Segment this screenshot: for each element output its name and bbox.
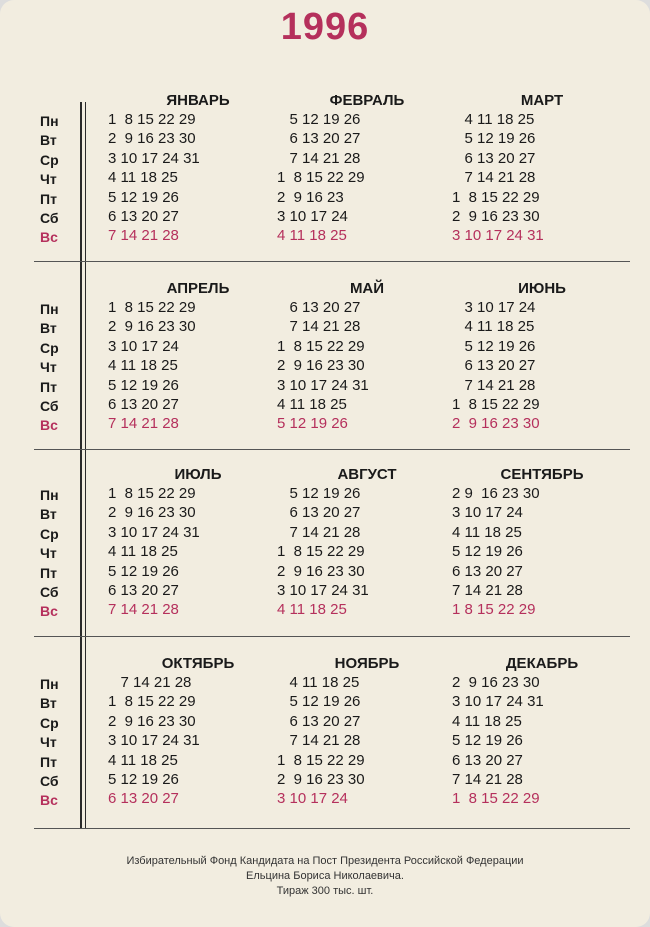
week-row: 7 14 21 28	[277, 318, 361, 336]
horizontal-divider	[34, 449, 630, 450]
week-row: 4 11 18 25	[277, 674, 360, 691]
month-name: НОЯБРЬ	[334, 655, 400, 672]
month-name: ЯНВАРЬ	[166, 92, 230, 109]
week-row: 7 14 21 28	[452, 169, 536, 187]
weekday-label: Сб	[40, 583, 59, 600]
week-row: 3 10 17 24	[452, 299, 536, 316]
week-row: 4 11 18 25	[452, 712, 522, 730]
footer-line: Тираж 300 тыс. шт.	[276, 885, 374, 897]
month-name: МАРТ	[520, 92, 564, 109]
month-name: ИЮНЬ	[518, 280, 566, 297]
week-row: 3 10 17 24	[277, 790, 348, 808]
week-row: 5 12 19 26	[277, 693, 361, 711]
week-row: 3 10 17 24	[108, 337, 179, 355]
week-row: 3 10 17 24 31	[452, 693, 544, 711]
week-row: 2 9 16 23 30	[452, 674, 540, 691]
week-row: 1 8 15 22 29	[277, 751, 365, 769]
weekday-label: Ср	[40, 339, 59, 356]
footer-imprint	[0, 854, 650, 899]
weekday-column	[40, 675, 76, 811]
weekday-label: Вс	[40, 229, 58, 246]
month-block	[277, 654, 457, 809]
month-block	[108, 654, 288, 809]
weekday-label: Сб	[40, 397, 59, 414]
weekday-label: Пт	[40, 753, 57, 770]
weekday-label: Чт	[40, 171, 57, 188]
week-row: 6 13 20 27	[108, 790, 179, 808]
week-row: 1 8 15 22 29	[452, 601, 536, 619]
month-name: ФЕВРАЛЬ	[329, 92, 405, 109]
weekday-column	[40, 486, 76, 622]
week-row: 2 9 16 23 30	[277, 562, 365, 580]
week-row: 3 10 17 24 31	[108, 149, 200, 167]
month-block	[108, 465, 288, 620]
week-row: 1 8 15 22 29	[277, 543, 365, 561]
weekday-label: Ср	[40, 525, 59, 542]
week-row: 7 14 21 28	[108, 674, 192, 691]
week-row: 1 8 15 22 29	[108, 299, 196, 316]
week-row: 1 8 15 22 29	[108, 111, 196, 128]
weekday-label: Вт	[40, 506, 57, 523]
week-row: 3 10 17 24	[452, 504, 523, 522]
month-block	[452, 654, 632, 809]
week-row: 5 12 19 26	[452, 732, 523, 750]
week-row: 2 9 16 23 30	[452, 485, 540, 502]
week-row: 5 12 19 26	[452, 130, 536, 148]
week-row: 5 12 19 26	[277, 485, 361, 502]
week-row: 6 13 20 27	[452, 751, 523, 769]
week-row: 4 11 18 25	[452, 523, 522, 541]
week-row: 7 14 21 28	[452, 581, 523, 599]
week-row: 7 14 21 28	[108, 227, 179, 245]
month-name: АПРЕЛЬ	[166, 280, 230, 297]
month-name: МАЙ	[349, 280, 385, 297]
weekday-label: Вт	[40, 320, 57, 337]
week-row: 2 9 16 23 30	[452, 207, 540, 225]
week-row: 3 10 17 24 31	[277, 581, 369, 599]
week-row: 6 13 20 27	[452, 357, 536, 375]
weekday-label: Вт	[40, 132, 57, 149]
week-row: 3 10 17 24 31	[108, 523, 200, 541]
week-row: 5 12 19 26	[452, 543, 523, 561]
weekday-column	[40, 300, 76, 436]
week-row: 1 8 15 22 29	[108, 693, 196, 711]
vertical-divider	[80, 102, 82, 829]
week-row: 2 9 16 23 30	[277, 770, 365, 788]
week-row: 1 8 15 22 29	[277, 169, 365, 187]
week-row: 2 9 16 23 30	[277, 357, 365, 375]
year-title: 1996	[280, 6, 370, 48]
week-row: 4 11 18 25	[452, 111, 535, 128]
week-row: 5 12 19 26	[108, 562, 179, 580]
week-row: 4 11 18 25	[277, 227, 347, 245]
week-row: 4 11 18 25	[108, 751, 178, 769]
week-row: 5 12 19 26	[108, 376, 179, 394]
week-row: 5 12 19 26	[452, 337, 536, 355]
week-row: 3 10 17 24	[277, 207, 348, 225]
weekday-label: Пн	[40, 113, 59, 129]
week-row: 1 8 15 22 29	[452, 188, 540, 206]
week-row: 1 8 15 22 29	[108, 485, 196, 502]
vertical-divider-thin	[85, 102, 86, 829]
month-block	[452, 465, 632, 620]
weekday-label: Пн	[40, 487, 59, 503]
week-row: 7 14 21 28	[108, 601, 179, 619]
week-row: 1 8 15 22 29	[452, 395, 540, 413]
week-row: 6 13 20 27	[452, 149, 536, 167]
month-name: ИЮЛЬ	[174, 466, 222, 483]
month-name: ДЕКАБРЬ	[505, 655, 579, 672]
week-row: 4 11 18 25	[277, 601, 347, 619]
weekday-column	[40, 112, 76, 248]
week-row: 2 9 16 23 30	[452, 415, 540, 433]
week-row: 3 10 17 24 31	[452, 227, 544, 245]
footer-line: Избирательный Фонд Кандидата на Пост Президента Российской Федерации	[126, 855, 524, 867]
horizontal-divider	[34, 828, 630, 829]
weekday-label: Пт	[40, 564, 57, 581]
weekday-label: Чт	[40, 359, 57, 376]
week-row: 2 9 16 23 30	[108, 130, 196, 148]
week-row: 7 14 21 28	[108, 415, 179, 433]
month-name: ОКТЯБРЬ	[161, 655, 235, 672]
weekday-label: Вс	[40, 792, 58, 809]
weekday-label: Ср	[40, 151, 59, 168]
week-row: 5 12 19 26	[277, 111, 361, 128]
month-name: АВГУСТ	[337, 466, 397, 483]
week-row: 6 13 20 27	[277, 504, 361, 522]
week-row: 1 8 15 22 29	[452, 790, 540, 808]
week-row: 3 10 17 24 31	[277, 376, 369, 394]
week-row: 4 11 18 25	[108, 169, 178, 187]
weekday-label: Пт	[40, 378, 57, 395]
week-row: 4 11 18 25	[452, 318, 535, 336]
weekday-label: Сб	[40, 772, 59, 789]
week-row: 6 13 20 27	[452, 562, 523, 580]
month-name: СЕНТЯБРЬ	[500, 466, 584, 483]
month-block	[108, 279, 288, 434]
week-row: 4 11 18 25	[108, 357, 178, 375]
week-row: 5 12 19 26	[277, 415, 348, 433]
week-row: 2 9 16 23 30	[108, 712, 196, 730]
week-row: 4 11 18 25	[108, 543, 178, 561]
week-row: 7 14 21 28	[277, 732, 361, 750]
weekday-label: Сб	[40, 209, 59, 226]
month-block	[452, 91, 632, 246]
week-row: 2 9 16 23 30	[108, 318, 196, 336]
footer-line: Ельцина Бориса Николаевича.	[246, 870, 404, 882]
month-block	[277, 465, 457, 620]
month-block	[108, 91, 288, 246]
week-row: 3 10 17 24 31	[108, 732, 200, 750]
weekday-label: Вс	[40, 603, 58, 620]
weekday-label: Вс	[40, 417, 58, 434]
week-row: 6 13 20 27	[108, 581, 179, 599]
week-row: 1 8 15 22 29	[277, 337, 365, 355]
month-block	[277, 91, 457, 246]
month-block	[277, 279, 457, 434]
weekday-label: Ср	[40, 714, 59, 731]
week-row: 2 9 16 23	[277, 188, 344, 206]
week-row: 6 13 20 27	[277, 299, 361, 316]
week-row: 5 12 19 26	[108, 770, 179, 788]
weekday-label: Чт	[40, 734, 57, 751]
weekday-label: Чт	[40, 545, 57, 562]
week-row: 6 13 20 27	[108, 207, 179, 225]
month-block	[452, 279, 632, 434]
weekday-label: Пн	[40, 676, 59, 692]
week-row: 6 13 20 27	[277, 712, 361, 730]
horizontal-divider	[34, 261, 630, 262]
week-row: 7 14 21 28	[452, 376, 536, 394]
weekday-label: Вт	[40, 695, 57, 712]
week-row: 5 12 19 26	[108, 188, 179, 206]
week-row: 7 14 21 28	[277, 523, 361, 541]
week-row: 2 9 16 23 30	[108, 504, 196, 522]
week-row: 6 13 20 27	[108, 395, 179, 413]
weekday-label: Пт	[40, 190, 57, 207]
horizontal-divider	[34, 636, 630, 637]
week-row: 4 11 18 25	[277, 395, 347, 413]
week-row: 6 13 20 27	[277, 130, 361, 148]
week-row: 7 14 21 28	[277, 149, 361, 167]
weekday-label: Пн	[40, 301, 59, 317]
week-row: 7 14 21 28	[452, 770, 523, 788]
